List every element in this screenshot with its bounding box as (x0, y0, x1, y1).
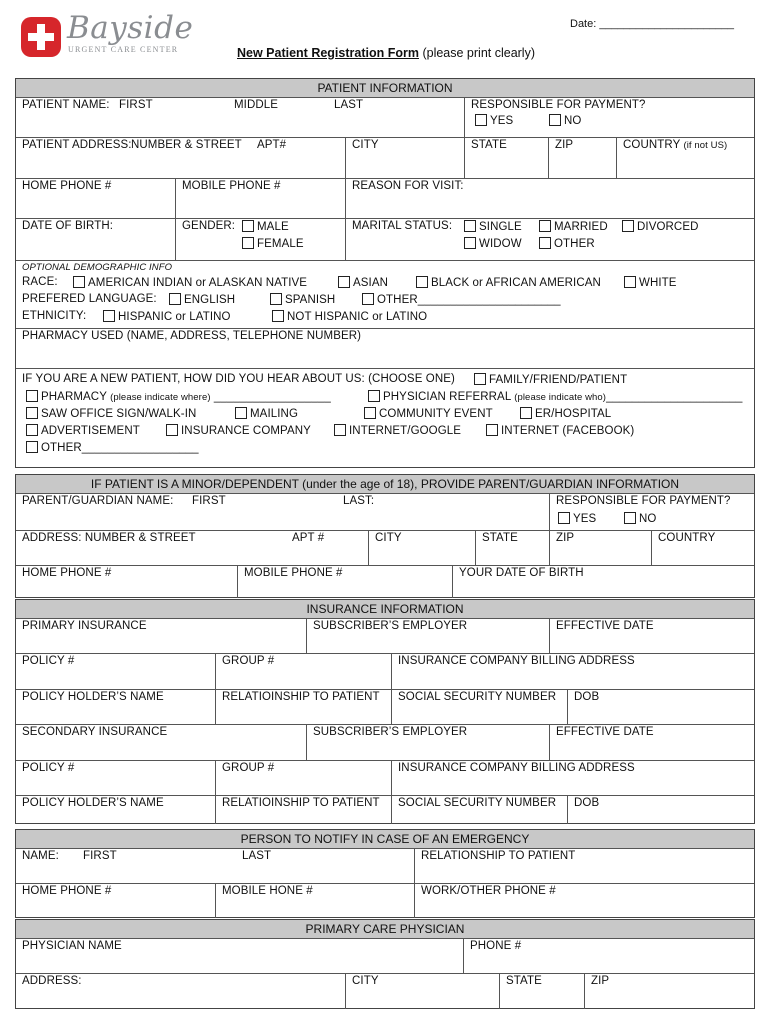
marital-divorced-checkbox[interactable]: DIVORCED (622, 220, 699, 233)
optional-demographic-label: OPTIONAL DEMOGRAPHIC INFO (22, 262, 173, 273)
secondary-relationship-field[interactable]: RELATIOINSHIP TO PATIENT (222, 797, 380, 809)
primary-billing-address-field[interactable]: INSURANCE COMPANY BILLING ADDRESS (398, 655, 635, 667)
primary-ssn-cell (391, 690, 568, 724)
guardian-zip-field[interactable]: ZIP (556, 532, 575, 544)
primary-relationship-field[interactable]: RELATIOINSHIP TO PATIENT (222, 691, 380, 703)
physician-address-field[interactable]: ADDRESS: (22, 975, 82, 987)
secondary-group-field[interactable]: GROUP # (222, 762, 275, 774)
checkbox-icon (624, 276, 636, 288)
checkbox-icon (464, 237, 476, 249)
checkbox-icon (169, 293, 181, 305)
zip-cell (548, 138, 616, 178)
emergency-mobile-phone-field[interactable]: MOBILE HONE # (222, 885, 313, 897)
guardian-address-field[interactable]: ADDRESS: NUMBER & STREET (22, 532, 196, 544)
secondary-employer-cell (306, 725, 550, 760)
emergency-last-field[interactable]: LAST (242, 850, 272, 862)
physician-state-field[interactable]: STATE (506, 975, 542, 987)
payment-no-checkbox[interactable]: NO (549, 114, 581, 127)
emergency-relationship-cell (414, 849, 754, 883)
ethnicity-label: ETHNICITY: (22, 310, 87, 322)
guardian-section (15, 474, 755, 598)
gender-label: GENDER: (182, 220, 236, 232)
physician-phone-cell (463, 939, 754, 973)
primary-insurance-field[interactable]: PRIMARY INSURANCE (22, 620, 147, 632)
guardian-mobile-cell (237, 566, 453, 598)
gender-cell (175, 219, 346, 260)
patient-phone-row (16, 178, 754, 218)
insurance-heading: INSURANCE INFORMATION (16, 600, 754, 618)
payment-cell (464, 98, 754, 137)
guardian-responsible-label: RESPONSIBLE FOR PAYMENT? (556, 495, 731, 507)
guardian-apt-field[interactable]: APT # (292, 532, 325, 544)
guardian-home-phone-field[interactable]: HOME PHONE # (22, 567, 112, 579)
primary-holder-field[interactable]: POLICY HOLDER’S NAME (22, 691, 164, 703)
guardian-phone-row (16, 565, 754, 598)
checkbox-icon (242, 220, 254, 232)
reason-cell (345, 179, 754, 218)
marital-married-checkbox[interactable]: MARRIED (539, 220, 608, 233)
race-american-indian-checkbox[interactable]: AMERICAN INDIAN or ALASKAN NATIVE (73, 276, 307, 289)
guardian-city-field[interactable]: CITY (375, 532, 402, 544)
marital-other-checkbox[interactable]: OTHER (539, 237, 595, 250)
zip-field[interactable]: ZIP (555, 139, 574, 151)
guardian-country-cell (651, 531, 754, 565)
checkbox-icon (166, 424, 178, 436)
secondary-policy-field[interactable]: POLICY # (22, 762, 75, 774)
marital-widow-checkbox[interactable]: WIDOW (464, 237, 522, 250)
gender-female-checkbox[interactable]: FEMALE (242, 237, 304, 250)
guardian-zip-cell (549, 531, 652, 565)
secondary-billing-address-field[interactable]: INSURANCE COMPANY BILLING ADDRESS (398, 762, 635, 774)
primary-dob-field[interactable]: DOB (574, 691, 600, 703)
emergency-name-label: NAME: (22, 850, 59, 862)
form-title-main: New Patient Registration Form (237, 46, 419, 60)
primary-relation-cell (215, 690, 392, 724)
ethnicity-not-hispanic-checkbox[interactable]: NOT HISPANIC or LATINO (272, 310, 427, 323)
emergency-relationship-field[interactable]: RELATIONSHIP TO PATIENT (421, 850, 576, 862)
referral-mailing-checkbox[interactable]: MAILING (235, 407, 298, 420)
guardian-address-row (16, 530, 754, 565)
primary-billing-cell (391, 654, 754, 689)
primary-policy-field[interactable]: POLICY # (22, 655, 75, 667)
marital-single-checkbox[interactable]: SINGLE (464, 220, 522, 233)
emergency-work-cell (414, 884, 754, 918)
logo-subtitle: URGENT CARE CENTER (68, 45, 179, 54)
patient-information-heading: PATIENT INFORMATION (16, 79, 754, 97)
logo (20, 10, 194, 62)
checkbox-icon (26, 424, 38, 436)
patient-address-label: PATIENT ADDRESS: (22, 139, 132, 151)
state-field[interactable]: STATE (471, 139, 507, 151)
referral-source-row (16, 368, 754, 468)
checkbox-icon (235, 407, 247, 419)
checkbox-icon (364, 407, 376, 419)
patient-information-section (15, 78, 755, 468)
primary-effective-date-field[interactable]: EFFECTIVE DATE (556, 620, 654, 632)
guardian-dob-field[interactable]: YOUR DATE OF BIRTH (459, 567, 584, 579)
checkbox-icon (539, 220, 551, 232)
physician-name-field[interactable]: PHYSICIAN NAME (22, 940, 122, 952)
checkbox-icon (549, 114, 561, 126)
guardian-name-label: PARENT/GUARDIAN NAME: (22, 495, 174, 507)
responsible-payment-label: RESPONSIBLE FOR PAYMENT? (471, 99, 646, 111)
gender-male-checkbox[interactable]: MALE (242, 220, 289, 233)
checkbox-icon (270, 293, 282, 305)
checkbox-icon (362, 293, 374, 305)
guardian-state-field[interactable]: STATE (482, 532, 518, 544)
guardian-state-cell (475, 531, 550, 565)
secondary-holder-row (16, 795, 754, 824)
primary-ssn-field[interactable]: SOCIAL SECURITY NUMBER (398, 691, 557, 703)
referral-physician-checkbox[interactable]: PHYSICIAN REFERRAL (please indicate who)_____________________ (368, 390, 743, 403)
date-field[interactable]: Date: ______________________ (570, 18, 734, 30)
checkbox-icon (242, 237, 254, 249)
pharmacy-row (16, 328, 754, 368)
insurance-section (15, 599, 755, 824)
emergency-work-phone-field[interactable]: WORK/OTHER PHONE # (421, 885, 556, 897)
checkbox-icon (474, 373, 486, 385)
apt-field[interactable]: APT# (257, 139, 287, 151)
secondary-ssn-cell (391, 796, 568, 824)
language-spanish-checkbox[interactable]: SPANISH (270, 293, 335, 306)
mobile-phone-field[interactable]: MOBILE PHONE # (182, 180, 281, 192)
checkbox-icon (334, 424, 346, 436)
checkbox-icon (558, 512, 570, 524)
checkbox-icon (26, 407, 38, 419)
ethnicity-hispanic-checkbox[interactable]: HISPANIC or LATINO (103, 310, 231, 323)
country-cell (616, 138, 754, 178)
primary-employer-cell (306, 619, 550, 653)
referral-family-checkbox[interactable]: FAMILY/FRIEND/PATIENT (474, 373, 627, 386)
emergency-phone-row (16, 883, 754, 918)
referral-other-checkbox[interactable]: OTHER__________________ (26, 441, 199, 454)
mobile-cell (175, 179, 346, 218)
primary-policy-row (16, 653, 754, 689)
physician-heading: PRIMARY CARE PHYSICIAN (16, 920, 754, 938)
last-name-field[interactable]: LAST (334, 99, 364, 111)
referral-community-checkbox[interactable]: COMMUNITY EVENT (364, 407, 493, 420)
physician-city-cell (345, 974, 500, 1009)
secondary-effective-date-field[interactable]: EFFECTIVE DATE (556, 726, 654, 738)
secondary-dob-field[interactable]: DOB (574, 797, 600, 809)
patient-address-row (16, 137, 754, 178)
guardian-first-field[interactable]: FIRST (192, 495, 226, 507)
logo-name: Bayside (67, 10, 194, 46)
guardian-last-field[interactable]: LAST: (343, 495, 375, 507)
marital-status-label: MARITAL STATUS: (352, 220, 453, 232)
patient-name-label: PATIENT NAME: (22, 99, 110, 111)
checkbox-icon (272, 310, 284, 322)
red-cross-icon (20, 16, 62, 58)
marital-cell (345, 219, 754, 260)
guardian-dob-cell (452, 566, 754, 598)
checkbox-icon (464, 220, 476, 232)
first-name-field[interactable]: FIRST (119, 99, 153, 111)
guardian-payment-cell (549, 494, 754, 530)
secondary-employer-field[interactable]: SUBSCRIBER’S EMPLOYER (313, 726, 468, 738)
referral-facebook-checkbox[interactable]: INTERNET (FACEBOOK) (486, 424, 634, 437)
checkbox-icon (26, 390, 38, 402)
emergency-first-field[interactable]: FIRST (83, 850, 117, 862)
patient-name-row (16, 97, 754, 137)
emergency-name-row (16, 848, 754, 883)
referral-advertisement-checkbox[interactable]: ADVERTISEMENT (26, 424, 140, 437)
guardian-payment-yes-checkbox[interactable]: YES (558, 512, 596, 525)
race-label: RACE: (22, 276, 58, 288)
secondary-policy-row (16, 760, 754, 795)
emergency-mobile-cell (215, 884, 415, 918)
referral-insurance-checkbox[interactable]: INSURANCE COMPANY (166, 424, 311, 437)
city-field[interactable]: CITY (352, 139, 379, 151)
primary-effective-cell (549, 619, 754, 653)
primary-group-cell (215, 654, 392, 689)
secondary-relation-cell (215, 796, 392, 824)
secondary-ssn-field[interactable]: SOCIAL SECURITY NUMBER (398, 797, 557, 809)
secondary-billing-cell (391, 761, 754, 795)
middle-name-field[interactable]: MIDDLE (234, 99, 279, 111)
secondary-insurance-row (16, 724, 754, 760)
country-field[interactable]: COUNTRY (if not US) (623, 139, 728, 151)
checkbox-icon (539, 237, 551, 249)
referral-pharmacy-checkbox[interactable]: PHARMACY (please indicate where) __________________ (26, 390, 331, 403)
checkbox-icon (520, 407, 532, 419)
street-field[interactable]: NUMBER & STREET (131, 139, 242, 151)
form-title-note: (please print clearly) (418, 46, 535, 60)
guardian-payment-no-checkbox[interactable]: NO (624, 512, 656, 525)
emergency-section (15, 829, 755, 918)
guardian-country-field[interactable]: COUNTRY (658, 532, 716, 544)
physician-address-row (16, 973, 754, 1009)
emergency-home-phone-field[interactable]: HOME PHONE # (22, 885, 112, 897)
checkbox-icon (103, 310, 115, 322)
secondary-group-cell (215, 761, 392, 795)
checkbox-icon (624, 512, 636, 524)
race-white-checkbox[interactable]: WHITE (624, 276, 677, 289)
guardian-city-cell (368, 531, 476, 565)
physician-city-field[interactable]: CITY (352, 975, 379, 987)
demographics-row (16, 260, 754, 328)
date-of-birth-field[interactable]: DATE OF BIRTH: (22, 220, 114, 232)
language-english-checkbox[interactable]: ENGLISH (169, 293, 235, 306)
primary-insurance-row (16, 618, 754, 653)
guardian-mobile-phone-field[interactable]: MOBILE PHONE # (244, 567, 343, 579)
payment-yes-checkbox[interactable]: YES (475, 114, 513, 127)
physician-section (15, 919, 755, 1009)
patient-status-row (16, 218, 754, 260)
referral-sign-checkbox[interactable]: SAW OFFICE SIGN/WALK-IN (26, 407, 196, 420)
race-black-checkbox[interactable]: BLACK or AFRICAN AMERICAN (416, 276, 601, 289)
primary-group-field[interactable]: GROUP # (222, 655, 275, 667)
checkbox-icon (475, 114, 487, 126)
checkbox-icon (622, 220, 634, 232)
primary-employer-field[interactable]: SUBSCRIBER’S EMPLOYER (313, 620, 468, 632)
checkbox-icon (368, 390, 380, 402)
referral-question: IF YOU ARE A NEW PATIENT, HOW DID YOU HEAR ABOUT US: (CHOOSE ONE) (22, 373, 455, 385)
checkbox-icon (26, 441, 38, 453)
referral-google-checkbox[interactable]: INTERNET/GOOGLE (334, 424, 461, 437)
checkbox-icon (338, 276, 350, 288)
physician-phone-field[interactable]: PHONE # (470, 940, 522, 952)
reason-for-visit-field[interactable]: REASON FOR VISIT: (352, 180, 464, 192)
referral-er-checkbox[interactable]: ER/HOSPITAL (520, 407, 611, 420)
secondary-insurance-field[interactable]: SECONDARY INSURANCE (22, 726, 168, 738)
guardian-heading: IF PATIENT IS A MINOR/DEPENDENT (under the age of 18), PROVIDE PARENT/GUARDIAN INFORMATION (16, 475, 754, 493)
primary-dob-cell (567, 690, 754, 724)
checkbox-icon (416, 276, 428, 288)
language-label: PREFERED LANGUAGE: (22, 293, 157, 305)
physician-zip-cell (584, 974, 754, 1009)
physician-name-row (16, 938, 754, 973)
state-cell (464, 138, 549, 178)
race-asian-checkbox[interactable]: ASIAN (338, 276, 388, 289)
checkbox-icon (73, 276, 85, 288)
checkbox-icon (486, 424, 498, 436)
physician-state-cell (499, 974, 585, 1009)
secondary-holder-field[interactable]: POLICY HOLDER’S NAME (22, 797, 164, 809)
secondary-effective-cell (549, 725, 754, 760)
form-title (237, 46, 535, 60)
city-cell (345, 138, 465, 178)
language-other-checkbox[interactable]: OTHER______________________ (362, 293, 561, 306)
home-phone-field[interactable]: HOME PHONE # (22, 180, 112, 192)
primary-holder-row (16, 689, 754, 724)
emergency-heading: PERSON TO NOTIFY IN CASE OF AN EMERGENCY (16, 830, 754, 848)
pharmacy-used-field[interactable]: PHARMACY USED (NAME, ADDRESS, TELEPHONE NUMBER) (22, 330, 362, 342)
physician-zip-field[interactable]: ZIP (591, 975, 610, 987)
secondary-dob-cell (567, 796, 754, 824)
guardian-name-row (16, 493, 754, 530)
